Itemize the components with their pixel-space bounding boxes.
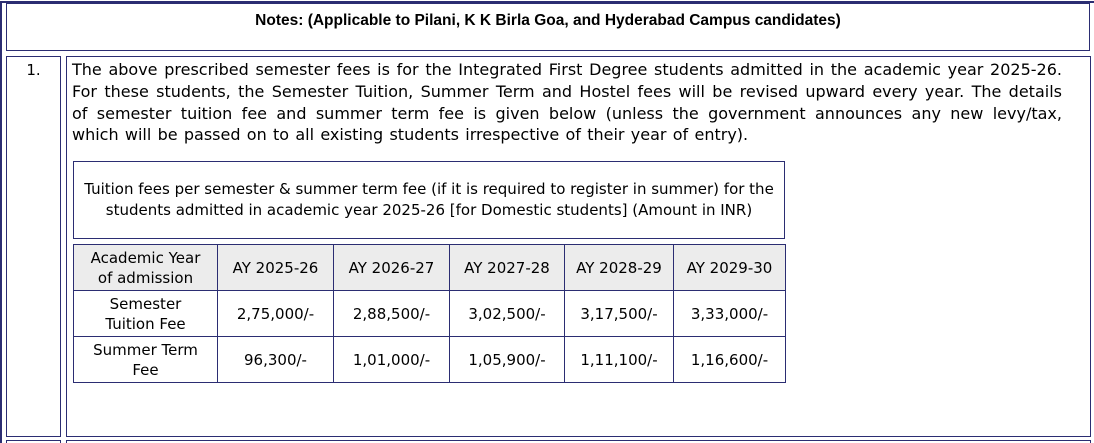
row-label-summer-term-fee: Summer Term Fee bbox=[74, 337, 218, 383]
fee-table-caption-box bbox=[73, 161, 785, 239]
semester-tuition-fee-2025-26: 2,75,000/- bbox=[218, 291, 334, 337]
fee-table-caption: Tuition fees per semester & summer term fee (if it is required to register in summer) for the students admitted in academic year 2025-26 [for Domestic students] (Amount in INR) bbox=[84, 180, 774, 220]
note-body-cell bbox=[66, 56, 1091, 437]
table-row-summer-term-fee bbox=[74, 337, 786, 383]
summer-term-fee-2028-29: 1,11,100/- bbox=[565, 337, 674, 383]
semester-tuition-fee-2026-27: 2,88,500/- bbox=[334, 291, 450, 337]
note-number-cell bbox=[6, 56, 61, 437]
semester-tuition-fee-2028-29: 3,17,500/- bbox=[565, 291, 674, 337]
summer-term-fee-2027-28: 1,05,900/- bbox=[450, 337, 565, 383]
semester-tuition-fee-2029-30: 3,33,000/- bbox=[674, 291, 786, 337]
summer-term-fee-2026-27: 1,01,000/- bbox=[334, 337, 450, 383]
column-header-ay-2026-27: AY 2026-27 bbox=[334, 245, 450, 291]
column-header-ay-2027-28: AY 2027-28 bbox=[450, 245, 565, 291]
notes-header-text: Notes: (Applicable to Pilani, K K Birla Goa, and Hyderabad Campus candidates) bbox=[255, 12, 841, 29]
semester-tuition-fee-2027-28: 3,02,500/- bbox=[450, 291, 565, 337]
fee-table bbox=[73, 244, 786, 383]
summer-term-fee-2025-26: 96,300/- bbox=[218, 337, 334, 383]
note-paragraph: The above prescribed semester fees is for the Integrated First Degree students admitted in the academic year 2025-26. For these students, the Semester Tuition, Summer Term and Hostel fees will be revised upward every year. The details of semester tuition fee and summer term fee is given below (unless the government announces any new levy/tax, which will be passed on to all existing students irrespective of their year of entry). bbox=[72, 60, 1062, 145]
column-header-ay-2029-30: AY 2029-30 bbox=[674, 245, 786, 291]
row-label-semester-tuition-fee: Semester Tuition Fee bbox=[74, 291, 218, 337]
note-number: 1. bbox=[26, 61, 41, 79]
notes-header-cell bbox=[6, 3, 1090, 51]
column-header-ay-2028-29: AY 2028-29 bbox=[565, 245, 674, 291]
fee-table-header-row bbox=[74, 245, 786, 291]
summer-term-fee-2029-30: 1,16,600/- bbox=[674, 337, 786, 383]
column-header-academic-year: Academic Year of admission bbox=[74, 245, 218, 291]
column-header-ay-2025-26: AY 2025-26 bbox=[218, 245, 334, 291]
table-row-semester-tuition-fee bbox=[74, 291, 786, 337]
